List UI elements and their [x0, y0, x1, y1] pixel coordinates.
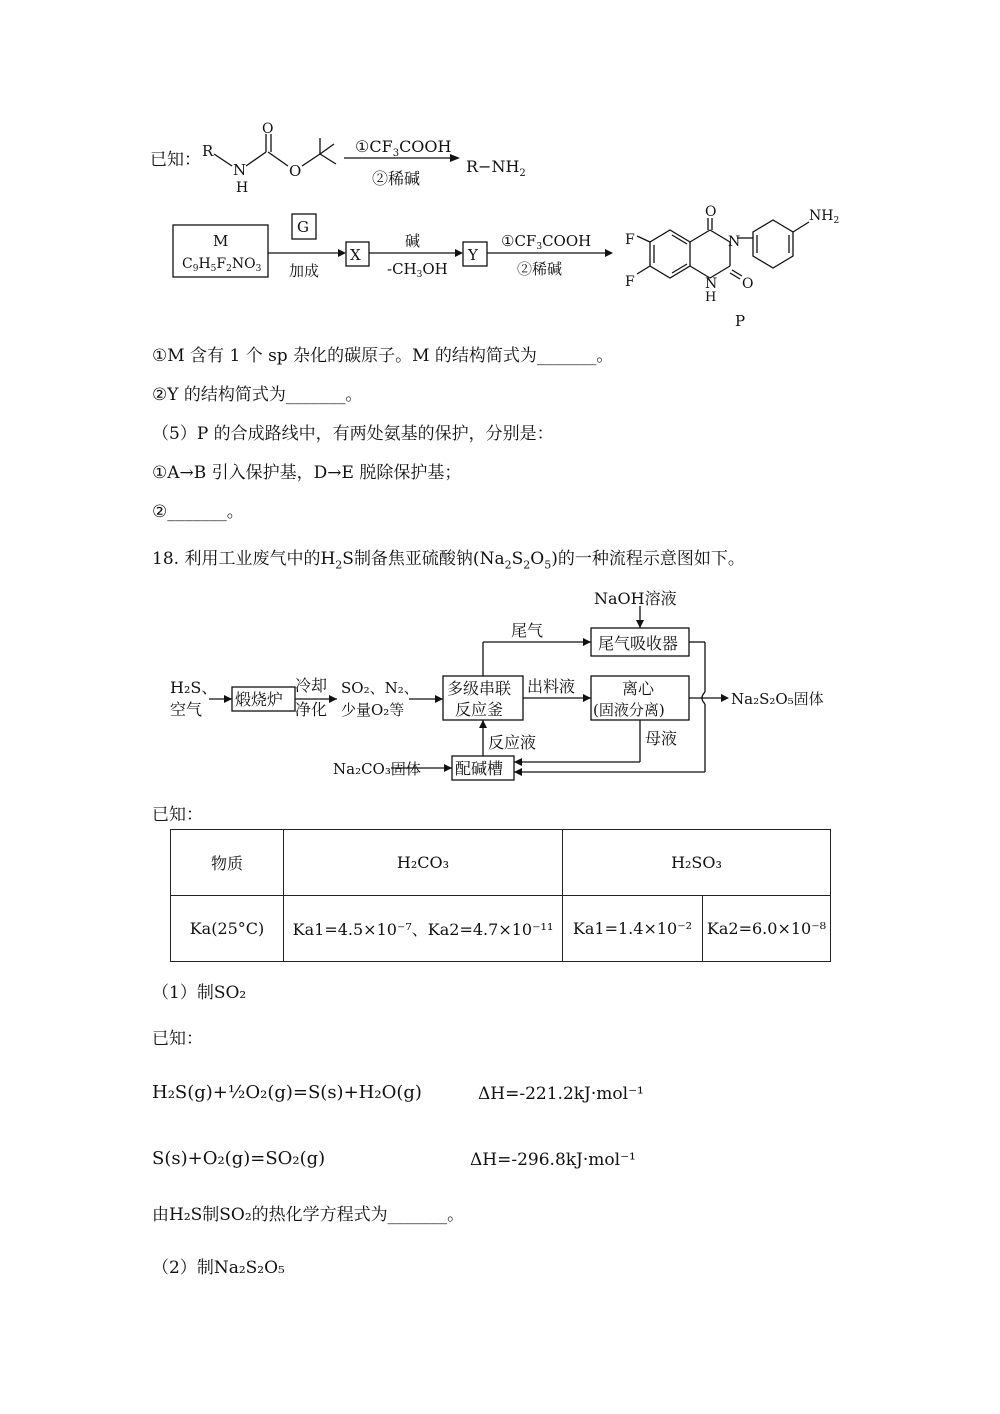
p-n3-label: N	[728, 234, 741, 250]
cool-label: 冷却	[295, 676, 328, 695]
svg-text:-CH3OH: $-CH_3OH$	[387, 260, 448, 280]
question-m-structure: ①M 含有 1 个 sp 杂化的碳原子。M 的结构简式为_______。	[152, 346, 614, 366]
p-o-bottom: O	[742, 276, 754, 292]
delta-h-2: ΔH=-296.8kJ·mol⁻¹	[470, 1150, 636, 1170]
reagent-tfa: ①CF	[355, 137, 393, 156]
product-amine: R−NH	[466, 157, 520, 176]
tail-gas-label: 尾气	[511, 621, 544, 640]
alkali-tank-label: 配碱槽	[455, 759, 504, 778]
table-header-h2so3: H₂SO₃	[563, 830, 831, 896]
g-label: G	[297, 218, 309, 236]
amide-n-label: N	[233, 161, 247, 179]
table-h2so3-ka2: Ka2=6.0×10⁻⁸	[703, 896, 831, 962]
table-row-label: Ka(25°C)	[171, 896, 284, 962]
feed-air-label: 空气	[170, 700, 203, 719]
known-label: 已知：	[150, 150, 201, 170]
part1-title: （1）制SO₂	[152, 983, 247, 1003]
p-label: P	[735, 312, 746, 330]
svg-text:NH2: $NH_2$	[809, 208, 840, 226]
reagent-dilute-base: ②稀碱	[372, 169, 421, 188]
p-nh-h-label: H	[705, 290, 717, 305]
p-f-top: F	[625, 232, 635, 248]
question-5-part2: ②_______。	[152, 502, 244, 522]
question-y-structure: ②Y 的结构简式为_______。	[152, 385, 363, 405]
ka-table	[170, 829, 831, 962]
known-reaction-scheme	[150, 120, 550, 200]
route-reagent-base: ②稀碱	[517, 260, 563, 278]
addition-label: 加成	[289, 262, 320, 280]
part2-title: （2）制Na₂S₂O₅	[152, 1258, 285, 1278]
centrifuge-label-2: (固液分离)	[593, 701, 665, 719]
absorber-label: 尾气吸收器	[598, 634, 679, 653]
equation-1: H₂S(g)+½O₂(g)=S(s)+H₂O(g)	[152, 1082, 422, 1103]
part1-known: 已知：	[152, 1029, 203, 1049]
p-n1-label: N	[705, 276, 718, 292]
synthesis-route	[165, 200, 845, 335]
reactor-label-2: 反应釜	[455, 700, 504, 719]
furnace-label: 煅烧炉	[235, 690, 284, 709]
centrifuge-label-1: 离心	[622, 679, 655, 698]
mother-liquor-label: 母液	[645, 729, 678, 748]
p-nh2-label: NH	[809, 208, 834, 224]
methanol-label: -CH	[387, 260, 417, 278]
route-reagent-tfa: ①CF	[501, 232, 537, 250]
carbonyl-o-label: O	[262, 121, 274, 137]
process-flow-diagram	[165, 580, 845, 785]
known-label-2: 已知：	[152, 805, 203, 825]
p-o-top: O	[705, 204, 717, 220]
product-p-structure	[637, 218, 809, 279]
question-18-intro: 18. 利用工业废气中的$H_2S$制备焦亚硫酸钠$(Na_2S_2O_5)$的一种流程示意图如下。	[152, 549, 745, 572]
delta-h-1: ΔH=-221.2kJ·mol⁻¹	[478, 1084, 644, 1104]
table-h2so3-ka1: Ka1=1.4×10⁻²	[563, 896, 703, 962]
m-formula: $C_9H_5F_2NO_3$	[182, 256, 262, 274]
y-label: Y	[468, 246, 478, 264]
svg-text:①CF3COOH: $①CF_3COOH$	[355, 137, 452, 159]
question-5: （5）P 的合成路线中，有两处氨基的保护，分别是：	[152, 424, 554, 444]
gas-o2-label: 少量O₂等	[341, 701, 405, 719]
table-header-h2co3: H₂CO₃	[284, 830, 563, 896]
gas-mix-label: SO₂、N₂、	[341, 679, 419, 697]
r-group-label: R	[202, 142, 214, 160]
outflow-label: 出料液	[527, 677, 576, 696]
na2co3-label: Na₂CO₃固体	[333, 760, 421, 778]
ether-o-label: O	[289, 162, 302, 180]
part1-question: 由H₂S制SO₂的热化学方程式为_______。	[152, 1205, 465, 1225]
equation-2: S(s)+O₂(g)=SO₂(g)	[152, 1148, 326, 1169]
x-label: X	[350, 246, 361, 264]
question-5-part1: ①A→B 引入保护基，D→E 脱除保护基；	[152, 463, 462, 483]
table-header-substance: 物质	[171, 830, 284, 896]
reactor-label-1: 多级串联	[447, 679, 512, 698]
m-label: M	[213, 232, 229, 250]
naoh-label: NaOH溶液	[594, 589, 677, 608]
purify-label: 净化	[295, 700, 328, 719]
table-h2co3-values: Ka1=4.5×10⁻⁷、Ka2=4.7×10⁻¹¹	[284, 896, 563, 962]
p-f-bottom: F	[625, 274, 635, 290]
svg-text:①CF3COOH: $①CF_3COOH$	[501, 232, 592, 252]
amide-h-label: H	[236, 180, 249, 196]
reaction-liquid-label: 反应液	[488, 733, 537, 752]
product-label: Na₂S₂O₅固体	[731, 690, 824, 708]
feed-h2s-label: H₂S、	[170, 678, 218, 697]
svg-text:R−NH2: $R-NH_2$	[466, 157, 526, 179]
base-label: 碱	[405, 232, 421, 250]
